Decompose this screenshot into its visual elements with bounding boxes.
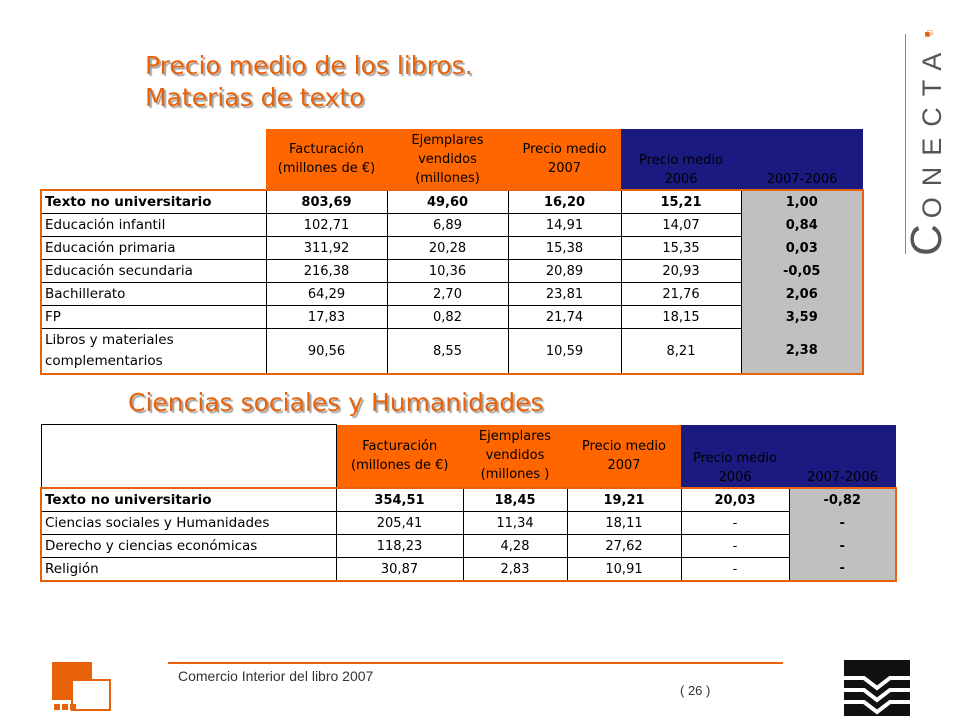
cell-diff: - [789,535,896,558]
header-ejemplares-line1: Ejemplares [478,429,552,445]
header-precio-2007 [567,425,681,489]
cell-facturacion: 90,56 [266,329,387,375]
cell-precio-2007: 14,91 [508,214,621,237]
squares-logo-icon [52,662,114,714]
section-title: Ciencias sociales y Humanidades [128,388,544,417]
table-row [41,283,863,306]
cell-facturacion: 205,41 [336,512,463,535]
table-header-row [41,129,863,190]
header-precio-2007-line1: Precio medio [582,438,666,454]
cell-diff: 0,84 [741,214,863,237]
table-row [41,535,896,558]
cell-precio-2007: 19,21 [567,488,681,512]
cell-diff: -0,82 [789,488,896,512]
cell-facturacion: 118,23 [336,535,463,558]
table-materias-texto [40,129,864,375]
cell-precio-2006: - [681,535,789,558]
table-row [41,558,896,582]
header-precio-medio: Precio medio [639,153,723,168]
cell-precio-2006: 15,21 [621,190,741,214]
row-label-line1: Libros y materiales [45,332,174,348]
row-label: Texto no universitario [41,488,336,512]
cell-precio-2007: 10,59 [508,329,621,375]
header-facturacion [336,425,463,489]
header-ejemplares-line2: vendidos [418,151,477,167]
cell-ejemplares: 6,89 [387,214,508,237]
row-label: Ciencias sociales y Humanidades [41,512,336,535]
cell-facturacion: 30,87 [336,558,463,582]
header-ejemplares-line2: vendidos [485,448,545,464]
header-empty [41,425,336,489]
cell-ejemplares: 18,45 [463,488,567,512]
header-ejemplares [387,129,508,190]
cell-precio-2007: 21,74 [508,306,621,329]
cell-diff: -0,05 [741,260,863,283]
page-title-line1: Precio medio de los libros. [145,51,473,80]
brand-logo-text [902,42,952,256]
cell-ejemplares: 2,83 [463,558,567,582]
cell-ejemplares: 11,34 [463,512,567,535]
header-diff [789,425,896,489]
header-empty [41,129,266,190]
table-row [41,190,863,214]
cell-ejemplares: 49,60 [387,190,508,214]
header-diff-label: 2007-2006 [807,470,878,485]
footer-divider [168,662,783,664]
cell-precio-2006: 18,15 [621,306,741,329]
page-title-line2: Materias de texto [145,83,365,112]
header-2006: 2006 [718,470,752,485]
header-facturacion-line1: Facturación [362,438,438,454]
footer-text: Comercio Interior del libro 2007 [178,668,374,684]
cell-ejemplares: 20,28 [387,237,508,260]
cell-ejemplares: 10,36 [387,260,508,283]
brand-initial: C [902,218,951,256]
table-row [41,306,863,329]
row-label [41,329,266,375]
cell-facturacion: 216,38 [266,260,387,283]
cell-ejemplares: 2,70 [387,283,508,306]
row-label: Bachillerato [41,283,266,306]
table-row [41,329,863,375]
cell-diff: 1,00 [741,190,863,214]
header-precio-medio: Precio medio [693,451,777,466]
cell-precio-2007: 10,91 [567,558,681,582]
row-label: Texto no universitario [41,190,266,214]
table-row [41,260,863,283]
row-label: Educación secundaria [41,260,266,283]
table-ciencias-sociales [40,424,897,582]
header-facturacion [266,129,387,190]
cell-diff: 2,38 [741,329,863,375]
cell-precio-2006: 20,03 [681,488,789,512]
cell-precio-2007: 20,89 [508,260,621,283]
cell-facturacion: 311,92 [266,237,387,260]
cell-ejemplares: 0,82 [387,306,508,329]
row-label: Educación primaria [41,237,266,260]
page-number: ( 26 ) [680,683,711,698]
header-facturacion-line2: (millones de €) [277,161,376,176]
cell-facturacion: 354,51 [336,488,463,512]
header-ejemplares-line3: (millones) [415,170,480,186]
cell-precio-2007: 15,38 [508,237,621,260]
row-label: FP [41,306,266,329]
row-label: Educación infantil [41,214,266,237]
table-row [41,214,863,237]
header-ejemplares-line1: Ejemplares [411,132,484,148]
ministry-logo-icon [844,660,910,716]
header-2006: 2006 [664,172,698,187]
cell-precio-2006: 20,93 [621,260,741,283]
row-label: Religión [41,558,336,582]
page-title [145,50,473,114]
cell-facturacion: 102,71 [266,214,387,237]
cell-ejemplares: 4,28 [463,535,567,558]
cell-diff: - [789,512,896,535]
cell-diff: 0,03 [741,237,863,260]
cell-facturacion: 17,83 [266,306,387,329]
cell-precio-2006: - [681,512,789,535]
header-ejemplares [463,425,567,489]
table-row [41,512,896,535]
header-precio-2007-line1: Precio medio [522,142,607,157]
table-row [41,488,896,512]
header-ejemplares-line3: (millones ) [480,467,550,483]
header-facturacion-line1: Facturación [289,142,364,157]
cell-precio-2006: 8,21 [621,329,741,375]
cell-diff: 3,59 [741,306,863,329]
header-diff-label: 2007-2006 [766,172,838,187]
cell-precio-2006: 21,76 [621,283,741,306]
header-diff [741,129,863,190]
cell-ejemplares: 8,55 [387,329,508,375]
cell-precio-2007: 23,81 [508,283,621,306]
cell-precio-2007: 18,11 [567,512,681,535]
table-row [41,237,863,260]
table-header-row [41,425,896,489]
cell-precio-2006: - [681,558,789,582]
cell-diff: 2,06 [741,283,863,306]
cell-precio-2007: 16,20 [508,190,621,214]
cell-precio-2006: 14,07 [621,214,741,237]
cell-facturacion: 64,29 [266,283,387,306]
brand-rest: ONECTA [917,41,947,219]
cell-precio-2007: 27,62 [567,535,681,558]
row-label-line2: complementarios [45,353,163,369]
header-precio-2007-line2: 2007 [547,161,582,176]
cell-facturacion: 803,69 [266,190,387,214]
header-facturacion-line2: (millones de €) [351,457,449,473]
cell-diff: - [789,558,896,582]
header-precio-2006 [621,129,741,190]
header-precio-2006 [681,425,789,489]
cell-precio-2006: 15,35 [621,237,741,260]
header-precio-2007-line2: 2007 [607,457,641,473]
row-label: Derecho y ciencias económicas [41,535,336,558]
header-precio-2007 [508,129,621,190]
